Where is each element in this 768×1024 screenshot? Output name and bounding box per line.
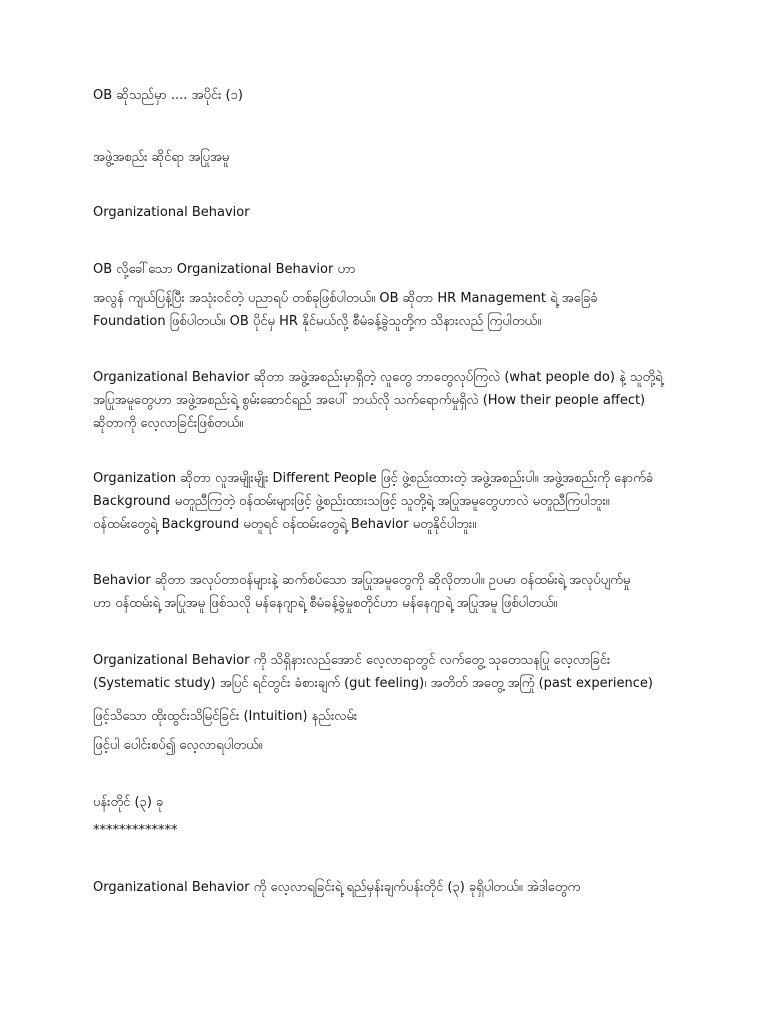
paragraph-1-line-1: အလွန် ကျယ်ပြန့်ပြီး အသုံးဝင်တဲ့ ပညာရပ် တစ်ခုဖြစ်ပါတယ်။ OB ဆိုတာ HR Management ရဲ့ အခြေခံ [93, 291, 598, 306]
section-label: ပန်းတိုင် (၃) ခု [93, 795, 164, 810]
closing-line: Organizational Behavior ကို လေ့လာရခြင်းရဲ့ ရည်မှန်းချက်ပန်းတိုင် (၃) ခုရှိပါတယ်။ အဲဒါတွေက [93, 880, 581, 895]
paragraph-5-line-2: (Systematic study) အပြင် ရင်တွင်း ခံစားချက် (gut feeling)၊ အတိတ် အတွေ့ အကြုံ (past experience) [93, 676, 653, 691]
paragraph-5-line-1: Organizational Behavior ကို သိရှိနားလည်အောင် လေ့လာရာတွင် လက်တွေ့ သုတေသနပြု လေ့လာခြင်း [93, 653, 611, 668]
paragraph-2-line-1: Organizational Behavior ဆိုတာ အဖွဲ့အစည်းမှာရှိတဲ့ လူတွေ ဘာတွေလုပ်ကြလဲ (what people do) နဲ့ သူတို့ရဲ့ [93, 370, 663, 385]
paragraph-3-line-3: ဝန်ထမ်းတွေရဲ့ Background မတူရင် ဝန်ထမ်းတွေရဲ့ Behavior မတူနိုင်ပါဘူး။ [93, 517, 477, 532]
document-subtitle: အဖွဲ့အစည်း ဆိုင်ရာ အပြုအမူ [93, 150, 230, 165]
paragraph-7: ဖြင့်ပါ ပေါင်းစပ်၍ လေ့လာရပါတယ်။ [93, 738, 263, 753]
paragraph-4-line-1: Behavior ဆိုတာ အလုပ်တာဝန်များနဲ့ ဆက်စပ်သော အပြုအမူတွေကို ဆိုလိုတာပါ။ ဥပမာ ဝန်ထမ်းရဲ့ အလုပ်ပျက်မှု [93, 573, 631, 588]
paragraph-4-line-2: ဟာ ဝန်ထမ်းရဲ့ အပြုအမူ ဖြစ်သလို မန်နေဂျာရဲ့ စီမံခန့်ခွဲမှုစတိုင်ဟာ မန်နေဂျာရဲ့ အပြုအမူ ဖြစ်ပါတယ်။ [93, 596, 558, 611]
document-english-heading: Organizational Behavior [93, 205, 250, 220]
paragraph-3-line-1: Organization ဆိုတာ လူအမျိုးမျိုး Different People ဖြင့် ဖွဲ့စည်းထားတဲ့ အဖွဲ့အစည်းပါ။ အဖွဲ့အစည်းကို နောက်ခံ [93, 471, 654, 486]
paragraph-1-line-2: Foundation ဖြစ်ပါတယ်။ OB ပိုင်မှ HR နိုင်မယ်လို့ စီမံခန့်ခွဲသူတို့က သိနားလည် ကြပါတယ်။ [93, 314, 542, 329]
document-title: OB ဆိုသည်မှာ .... အပိုင်း (၁) [93, 88, 244, 103]
separator-line: ************* [93, 823, 178, 838]
paragraph-2-line-2: အပြုအမူတွေဟာ အဖွဲ့အစည်းရဲ့ စွမ်းဆောင်ရည် အပေါ် ဘယ်လို သက်ရောက်မှုရှိလဲ (How their people affect) [93, 393, 646, 408]
paragraph-2-line-3: ဆိုတာကို လေ့လာခြင်းဖြစ်တယ်။ [93, 416, 244, 431]
paragraph-6: ဖြင့်သိသော ထိုးထွင်းသိမြင်ခြင်း (Intuition) နည်းလမ်း [93, 709, 358, 724]
paragraph-3-line-2: Background မတူညီကြတဲ့ ဝန်ထမ်းများဖြင့် ဖွဲ့စည်းထားသဖြင့် သူတို့ရဲ့ အပြုအမူတွေဟာလဲ မတူညီကြပါဘူး။ [93, 494, 610, 509]
intro-line: OB လို့ခေါ်သော Organizational Behavior ဟာ [93, 262, 356, 277]
